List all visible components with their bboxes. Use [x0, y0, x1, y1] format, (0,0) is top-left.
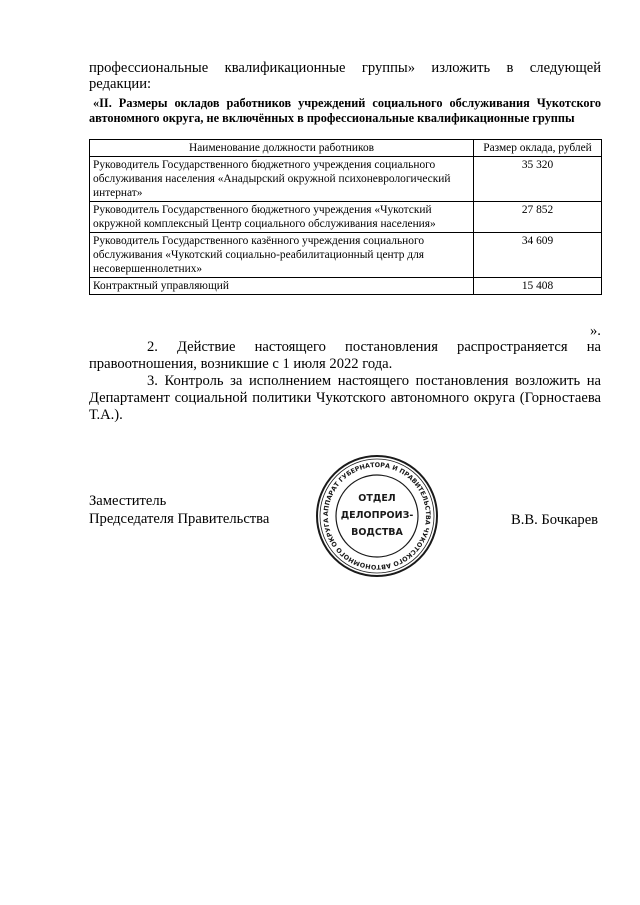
salary-cell: 34 609	[474, 233, 602, 278]
intro-line-1: профессиональные квалификационные группы» изложить в следующей	[89, 60, 601, 76]
salary-table	[89, 139, 602, 295]
signatory-title-line-1: Заместитель	[89, 493, 167, 509]
table-row	[90, 233, 602, 278]
position-name-cell: Руководитель Государственного бюджетного учреждения социального обслуживания населения «Анадырский окружной психоневрологический интернат»	[90, 157, 474, 202]
stamp-center-line-1: ОТДЕЛ	[358, 493, 396, 504]
intro-line-2: редакции:	[89, 76, 152, 92]
position-name-cell: Руководитель Государственного бюджетного учреждения «Чукотский окружной комплексный Центр социального обслуживания населения»	[90, 202, 474, 233]
stamp-center-line-2: ДЕЛОПРОИЗ-	[340, 510, 414, 521]
position-name-cell: Контрактный управляющий	[90, 278, 474, 295]
section-heading-line-2: автономного округа, не включённых в профессиональные квалификационные группы	[89, 111, 575, 125]
stamp-center-line-3: ВОДСТВА	[351, 527, 403, 538]
signatory-name: В.В. Бочкарев	[511, 512, 599, 528]
table-row	[90, 157, 602, 202]
table-header-row	[90, 140, 602, 157]
position-name-cell: Руководитель Государственного казённого учреждения социального обслуживания «Чукотский социально-реабилитационный центр для несовершеннолетних»	[90, 233, 474, 278]
salary-cell: 35 320	[474, 157, 602, 202]
stamp-ring-text: АППАРАТ ГУБЕРНАТОРА И ПРАВИТЕЛЬСТВА ЧУКОТСКОГО АВТОНОМНОГО ОКРУГА	[321, 460, 433, 572]
paragraph-3: 3. Контроль за исполнением настоящего постановления возложить на Департамент социальной политики Чукотского автономного округа (Горностаева Т.А.).	[89, 373, 601, 423]
paragraph-2: 2. Действие настоящего постановления распространяется на правоотношения, возникшие с 1 июля 2022 года.	[89, 339, 601, 372]
header-position-name: Наименование должности работников	[90, 140, 474, 157]
salary-cell: 15 408	[474, 278, 602, 295]
closing-quote: ».	[590, 323, 601, 339]
section-heading-line-1: «II. Размеры окладов работников учреждений социального обслуживания Чукотского	[93, 96, 601, 110]
signatory-title-line-2: Председателя Правительства	[89, 511, 270, 527]
table-row	[90, 278, 602, 295]
signatory-title	[89, 492, 269, 528]
table-row	[90, 202, 602, 233]
salary-cell: 27 852	[474, 202, 602, 233]
header-salary: Размер оклада, рублей	[474, 140, 602, 157]
official-stamp	[315, 454, 439, 578]
